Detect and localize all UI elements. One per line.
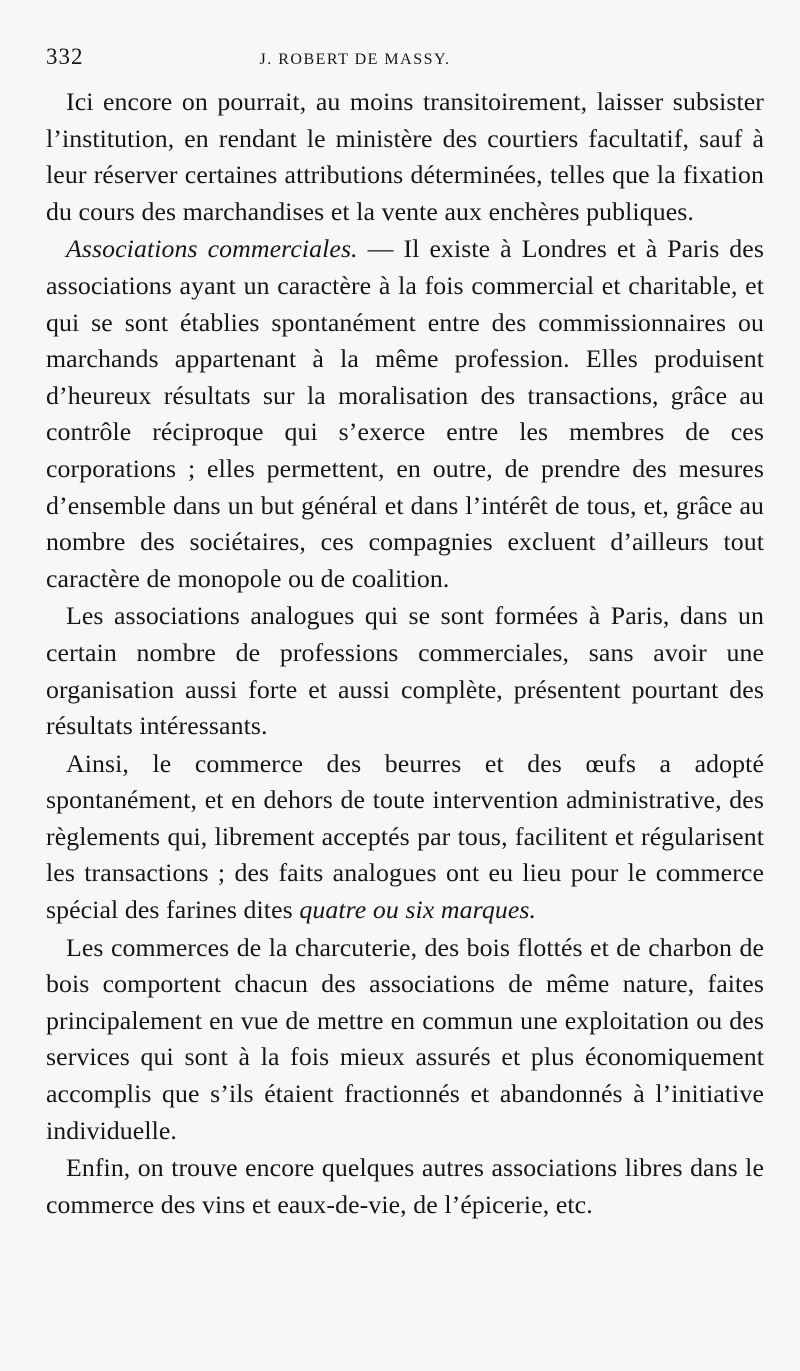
running-head: J. ROBERT DE MASSY. (259, 51, 451, 68)
paragraph-text: Ici encore on pourrait, au moins transitoirement, laisser subsister l’institution, en rendant le ministère des courtiers facultatif, sauf à leur réserver certaines attributions déterminées, telles que la fixation du cours des marchandises et la vente aux enchères publiques. (46, 87, 764, 226)
page-header (46, 44, 764, 74)
paragraph-text: Ainsi, le commerce des beurres et des œufs a adopté spontanément, et en dehors de toute intervention administrative, des règlements qui, librement acceptés par tous, facilitent et régularisent les transactions ; des faits analogues ont eu lieu pour le commerce spécial des farines dites (46, 748, 764, 925)
page-number: 332 (46, 44, 84, 69)
section-lead-heading: Associations commerciales. (66, 234, 358, 264)
page-body (46, 84, 764, 1223)
paragraph-text: Les commerces de la charcuterie, des bois flottés et de charbon de bois comportent chacun des associations de même nature, faites principalement en vue de mettre en commun une exploitation ou des services qui sont à la fois mieux assurés et plus économiquement accomplis que s’ils étaient fractionnés et abandonnés à l’initiative individuelle. (46, 932, 764, 1145)
paragraph-1 (46, 84, 764, 230)
paragraph-text: Les associations analogues qui se sont formées à Paris, dans un certain nombre de professions commerciales, sans avoir une organisation aussi forte et aussi complète, présentent pourtant des résultats intéressants. (46, 601, 764, 741)
paragraph-5 (46, 930, 764, 1150)
paragraph-2 (46, 231, 764, 597)
italic-phrase: quatre ou six marques. (299, 895, 537, 925)
paragraph-4 (46, 746, 764, 929)
paragraph-6 (46, 1150, 764, 1223)
paragraph-text: — Il existe à Londres et à Paris des associations ayant un caractère à la fois commercial et charitable, et qui se sont établies spontanément entre des commissionnaires ou marchands appartenant à la même profession. Elles produisent d’heureux résultats sur la moralisation des transactions, grâce au contrôle réciproque qui s’exerce entre les membres de ces corporations ; elles permettent, en outre, de prendre des mesures d’ensemble dans un but général et dans l’intérêt de tous, et, grâce au nombre des sociétaires, ces compagnies excluent d’ailleurs tout caractère de monopole ou de coalition. (46, 234, 764, 593)
paragraph-3 (46, 598, 764, 744)
paragraph-text: Enfin, on trouve encore quelques autres associations libres dans le commerce des vins et eaux-de-vie, de l’épicerie, etc. (46, 1153, 764, 1219)
